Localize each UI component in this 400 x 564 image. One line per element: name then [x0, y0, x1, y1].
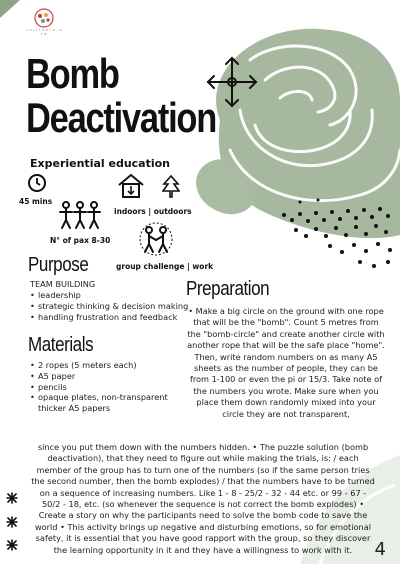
logo: [26, 8, 62, 36]
list-item: • handling frustration and feedback: [30, 312, 190, 323]
preparation-text: • Make a big circle on the ground with one rope that will be the "bomb". Count 5 metres from the "bomb-circle" and create another circle with another rope that will be the safe place "home". Then, write random numbers on as many A5 sheets as the number of people, they can be from 1-100 or even the pi or 15/3. Take note of the numbers you wrote. Make sure when you place them down randomly mixed into your circle they are not transparent,: [187, 306, 385, 419]
asterisk-doodles: [7, 493, 17, 550]
location-label: indoors | outdoors: [114, 207, 192, 216]
purpose-list: [30, 290, 190, 322]
purpose-heading: Purpose: [28, 254, 89, 276]
pax-label: N° of pax 8-30: [50, 236, 111, 245]
clock-icon: [27, 173, 47, 193]
purpose-intro: TEAM BUILDING: [30, 279, 96, 289]
page-title: [26, 52, 216, 140]
group-icon: [58, 200, 102, 230]
title-line-1: Bomb: [26, 50, 119, 97]
preparation-text-continued: since you put them down with the numbers hidden. • The puzzle solution (bomb deactivation), that they need to figure out while making the trials, is: / each member of the group has to turn one of the numbers (so if the same person tries the second number, then the bomb explodes) / that the numbers have to be turned on a sequence of increasing numbers. Like 1 - 8 - 25/2 - 32 - 44 etc. or 99 - 67 - 50/2 - 18, etc. (so whenever the sequence is not correct the bomb explodes) • Create a story on why the participants need to solve the bomb code to save the world • This activity brings up negative and disturbing emotions, so for emotional safety, it is essential that you have good rapport with the group, so they discover the learning opportunity in it and they have a willingness to work with it.: [31, 442, 375, 555]
title-line-2: Deactivation: [26, 94, 217, 141]
logo-mark-icon: [31, 8, 57, 28]
subtitle: Experiential education: [30, 157, 171, 170]
materials-list: [30, 360, 180, 414]
logo-subtext: r u r i t a n i a . o r g: [26, 28, 62, 36]
materials-heading: Materials: [28, 334, 94, 356]
house-icon: [116, 172, 146, 200]
list-item: • opaque plates, non-transparent thicker A5 papers: [30, 392, 180, 414]
tree-icon: [162, 175, 180, 199]
list-item: • 2 ropes (5 meters each): [30, 360, 180, 371]
type-label: group challenge | work: [116, 262, 214, 271]
duration-label: 45 mins: [19, 197, 53, 206]
preparation-heading: Preparation: [186, 278, 270, 300]
list-item: • pencils: [30, 382, 180, 393]
list-item: • A5 paper: [30, 371, 180, 382]
page-number: 4: [374, 539, 386, 560]
list-item: • strategic thinking & decision making: [30, 301, 190, 312]
list-item: • leadership: [30, 290, 190, 301]
teamwork-icon: [134, 222, 178, 256]
